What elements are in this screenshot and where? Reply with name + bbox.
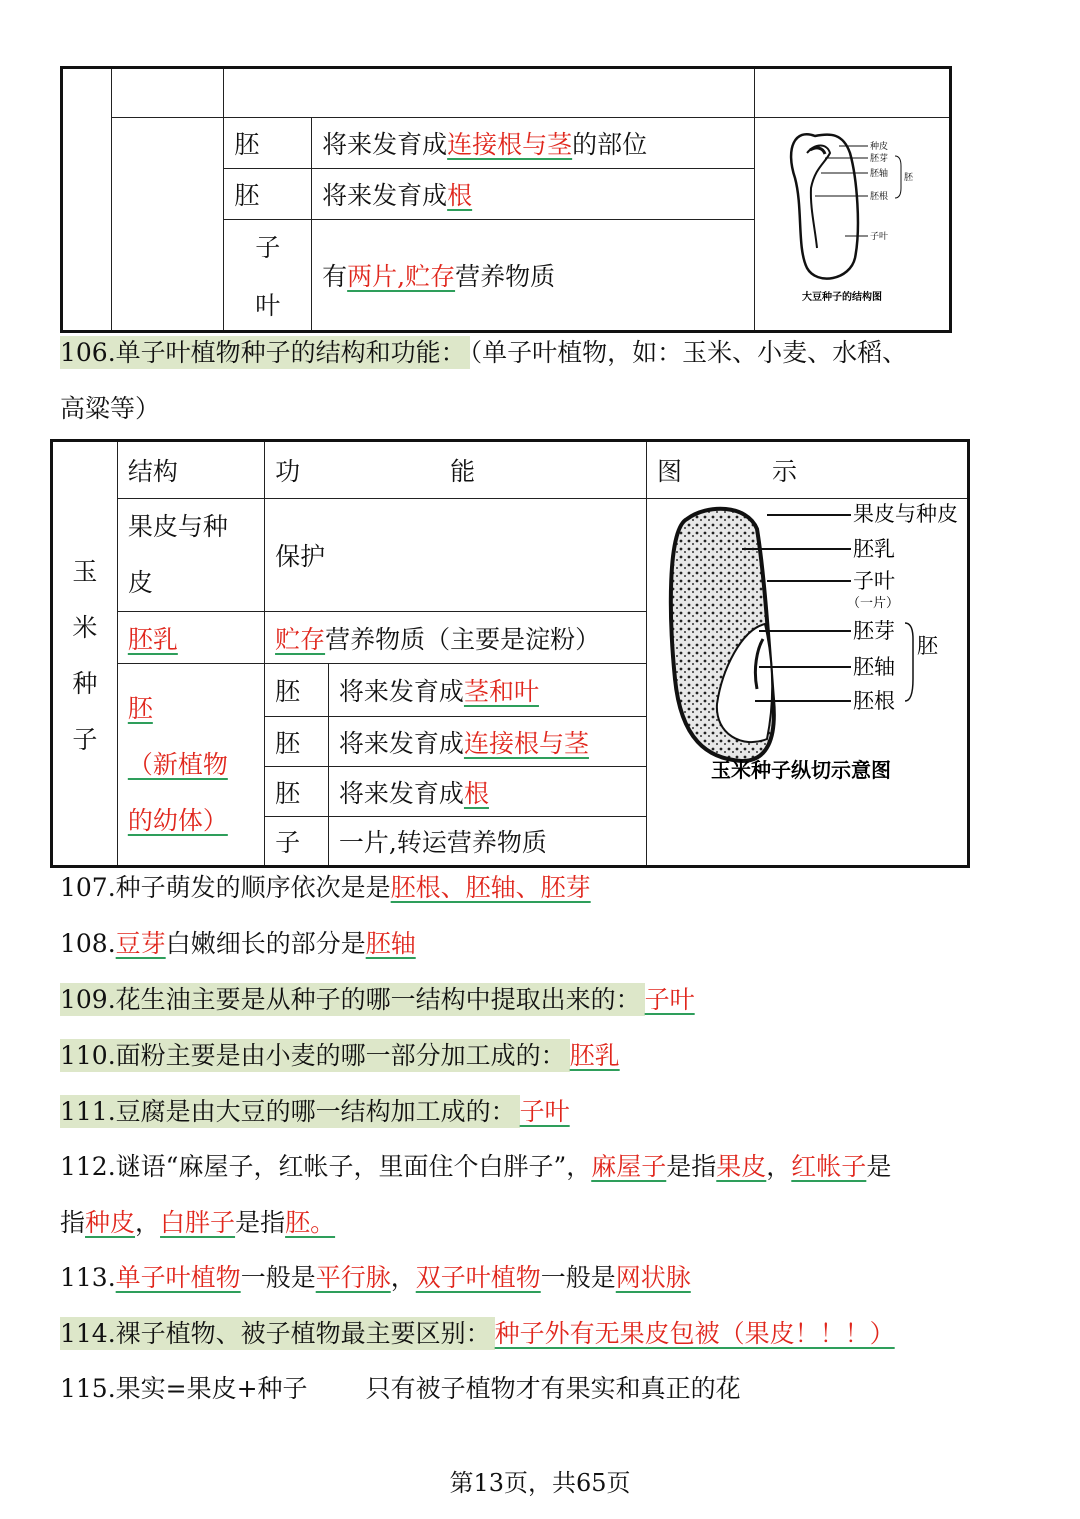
pericarp-name: 果皮与种 皮 bbox=[117, 499, 264, 612]
corn-kernel-diagram bbox=[647, 499, 967, 859]
corn-figure-cell bbox=[646, 499, 968, 867]
corn-side-label: 玉 米 种 子 bbox=[52, 441, 118, 867]
corn-label-cotyledon: 子叶 bbox=[852, 569, 895, 593]
pericarp-function: 保护 bbox=[265, 499, 647, 612]
q114: 114.裸子植物、被子植物最主要区别： 种子外有无果皮包被（果皮！！！） bbox=[60, 1319, 895, 1348]
soy-label-embryo: 胚 bbox=[903, 173, 913, 183]
embryo-part: 胚 bbox=[265, 717, 329, 767]
soy-label-cotyledon: 子叶 bbox=[869, 232, 888, 242]
corn-label-pericarp: 果皮与种皮 bbox=[852, 502, 958, 526]
soybean-seed-table bbox=[60, 66, 952, 333]
corn-label-one-piece: （一片） bbox=[846, 596, 899, 611]
embryo-part: 胚 bbox=[265, 664, 329, 717]
corn-figure-caption: 玉米种子纵切示意图 bbox=[710, 758, 891, 782]
blank-cell bbox=[111, 118, 224, 332]
embryo-part-function: 将来发育成连接根与茎 bbox=[328, 717, 646, 767]
soybean-figure-cell bbox=[754, 118, 950, 332]
corn-label-plumule: 胚芽 bbox=[852, 619, 895, 643]
soy-label-hypocotyl: 胚轴 bbox=[869, 169, 888, 179]
soy-row-part: 胚 bbox=[224, 168, 312, 219]
q106-note: （单子叶植物，如：玉米、小麦、水稻、 bbox=[469, 338, 908, 367]
corn-seed-table bbox=[50, 439, 970, 868]
q111: 111.豆腐是由大豆的哪一结构加工成的： 子叶 bbox=[60, 1097, 570, 1126]
soy-label-seed-coat: 种皮 bbox=[869, 142, 888, 152]
q108: 108.豆芽白嫩细长的部分是胚轴 bbox=[60, 929, 416, 958]
soy-label-radicle: 胚根 bbox=[869, 192, 888, 202]
q109: 109.花生油主要是从种子的哪一结构中提取出来的： 子叶 bbox=[60, 985, 695, 1014]
soy-row-function: 将来发育成连接根与茎的部位 bbox=[312, 118, 755, 169]
q112-cont: 指种皮，白胖子是指胚。 bbox=[60, 1208, 336, 1237]
soybean-structure-diagram bbox=[755, 118, 949, 324]
soy-label-plumule: 胚芽 bbox=[869, 154, 888, 164]
soy-figure-caption: 大豆种子的结构图 bbox=[801, 292, 882, 303]
q115: 115.果实=果皮+种子 只有被子植物才有果实和真正的花 bbox=[60, 1374, 741, 1403]
corn-label-hypocotyl: 胚轴 bbox=[852, 655, 895, 679]
corn-label-endosperm: 胚乳 bbox=[852, 537, 895, 561]
blank-cell bbox=[62, 68, 112, 332]
corn-label-radicle: 胚根 bbox=[852, 689, 895, 713]
header-function: 功 能 bbox=[265, 441, 647, 499]
soy-row-function: 有两片,贮存营养物质 bbox=[312, 219, 755, 331]
soy-row-function: 将来发育成根 bbox=[312, 168, 755, 219]
q106-title: 106.单子叶植物种子的结构和功能： bbox=[60, 336, 470, 369]
endosperm-function: 贮存营养物质（主要是淀粉） bbox=[265, 612, 647, 664]
corn-label-embryo: 胚 bbox=[916, 634, 938, 658]
embryo-part: 子 bbox=[265, 817, 329, 867]
embryo-name: 胚 （新植物 的幼体） bbox=[117, 664, 264, 867]
page-number: 第13页，共65页 bbox=[449, 1469, 631, 1497]
header-figure: 图 示 bbox=[646, 441, 968, 499]
q112: 112.谜语“麻屋子，红帐子，里面住个白胖子”，麻屋子是指果皮，红帐子是 bbox=[60, 1152, 892, 1181]
endosperm-name: 胚乳 bbox=[117, 612, 264, 664]
q106-heading bbox=[60, 333, 907, 373]
embryo-part-function: 将来发育成茎和叶 bbox=[328, 664, 646, 717]
q106-note-cont: 高粱等） bbox=[60, 394, 161, 423]
embryo-part-function: 将来发育成根 bbox=[328, 767, 646, 817]
blank-cell bbox=[111, 68, 224, 118]
soy-row-part: 胚 bbox=[224, 118, 312, 169]
blank-cell bbox=[224, 68, 755, 118]
embryo-part: 胚 bbox=[265, 767, 329, 817]
soy-row-part: 子 叶 bbox=[224, 219, 312, 331]
blank-cell bbox=[754, 68, 950, 118]
q107: 107.种子萌发的顺序依次是是胚根、胚轴、胚芽 bbox=[60, 873, 591, 902]
q110: 110.面粉主要是由小麦的哪一部分加工成的： 胚乳 bbox=[60, 1041, 620, 1070]
q113: 113.单子叶植物一般是平行脉，双子叶植物一般是网状脉 bbox=[60, 1263, 691, 1292]
embryo-part-function: 一片,转运营养物质 bbox=[328, 817, 646, 867]
header-structure: 结构 bbox=[117, 441, 264, 499]
